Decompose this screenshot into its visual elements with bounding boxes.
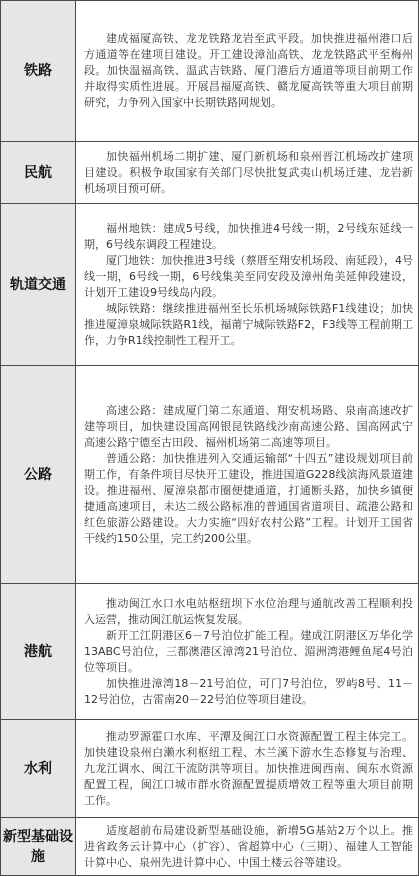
category-label: 铁路 <box>24 63 52 79</box>
category-cell <box>1 720 76 818</box>
category-cell <box>1 818 76 876</box>
description-cell <box>76 366 419 584</box>
row-highway <box>1 366 419 584</box>
category-label: 水利 <box>24 760 52 777</box>
paragraph: 加快福州机场二期扩建、厦门新机场和泉州晋江机场改扩建项目建设。积极争取国家有关部门尽快批复武夷山机场迁建、龙岩新机场项目预可研。 <box>84 149 413 195</box>
description-cell <box>76 818 419 876</box>
description-cell <box>76 584 419 720</box>
description-cell <box>76 142 419 204</box>
category-cell <box>1 1 76 142</box>
row-civil-aviation <box>1 142 419 204</box>
paragraph: 高速公路：建成厦门第二东通道、翔安机场路、泉南高速改扩建等项目，加快建设国高网银昆铁路线沙南高速公路、国高网武宁高速公路宁德至古田段、福州机场第二高速等项目。 <box>84 403 413 449</box>
row-new-infrastructure <box>1 818 419 876</box>
category-cell <box>1 366 76 584</box>
paragraph: 福州地铁：建成5号线，加快推进4号线一期，2号线东延线一期，6号线东调段工程建设。 <box>84 221 413 251</box>
category-cell <box>1 142 76 204</box>
paragraph: 普通公路：加快推进列入交通运输部“十四五”建设规划项目前期工作，有条件项目尽快开工建设，推进国道G228线滨海风景道建设。推进福州、厦漳泉都市圈便捷通道，打通断头路，加快乡镇便捷通高速项目，未达二级公路标准的普通国省道项目、疏港公路和红色旅游公路建设。大力实施“四好农村公路”工程。计划开工国省干线约150公里，完工约200公里。 <box>84 451 413 545</box>
row-rail-transit <box>1 204 419 366</box>
row-water-conservancy <box>1 720 419 818</box>
paragraph: 推动闽江水口水电站枢纽坝下水位治理与通航改善工程顺利投入运营，推动闽江航运恢复发展。 <box>84 596 413 626</box>
paragraph: 推动罗源霍口水库、平潭及闽江口水资源配置工程主体完工。加快建设泉州白濑水利枢纽工程、木兰溪下游水生态修复与治理、九龙江调水、闽江干流防洪等项目。加快推进闽西南、闽东水资源配置工程，闽江口城市群水资源配置提质增效工程等重大项目前期工作。 <box>84 729 413 807</box>
description-cell <box>76 204 419 366</box>
paragraph: 厦门地铁：加快推进3号线（蔡厝至翔安机场段、南延段），4号线一期，6号线一期，6号线集美至同安段及漳州角美延伸段建设，计划开工建设9号线岛内段。 <box>84 253 413 299</box>
paragraph: 新开工江阴港区6－7号泊位扩能工程。建成江阴港区万华化学13ABC号泊位，三都澳港区漳湾21号泊位、湄洲湾港鲤鱼尾4号泊位等项目。 <box>84 628 413 674</box>
paragraph: 城际铁路：继续推进福州至长乐机场城际铁路F1线建设；加快推进厦漳泉城际铁路R1线，福莆宁城际铁路F2，F3线等工程前期工作，力争R1线控制性工程开工。 <box>84 301 413 347</box>
category-label: 民航 <box>24 164 52 181</box>
category-label: 轨道交通 <box>10 276 66 293</box>
paragraph: 加快推进漳湾18－21号泊位，可门7号泊位，罗屿8号、11－12号泊位，古雷南20－22号泊位等项目建设。 <box>84 676 413 706</box>
category-label: 新型基础设施 <box>3 828 73 865</box>
row-ports-shipping <box>1 584 419 720</box>
category-cell <box>1 204 76 366</box>
description-cell <box>76 1 419 142</box>
category-label: 港航 <box>24 643 52 660</box>
paragraph: 适度超前布局建设新型基础设施，新增5G基站2万个以上。推进省政务云计算中心（扩容）、省超算中心（三期）、福建人工智能计算中心、泉州先进计算中心、中国土楼云谷等建设。 <box>84 823 413 869</box>
description-cell <box>76 720 419 818</box>
category-label: 公路 <box>24 466 52 483</box>
row-railway <box>1 1 419 142</box>
paragraph: 建成福厦高铁、龙龙铁路龙岩至武平段。加快推进福州港口后方通道等在建项目建设。开工建设漳汕高铁、龙龙铁路武平至梅州段。加快温福高铁、温武吉铁路、厦门港后方通道等项目前期工作并取得实质性进展。开展昌福厦高铁、赣龙厦高铁等重大项目前期研究，力争列入国家中长期铁路网规划。 <box>84 32 413 109</box>
category-cell <box>1 584 76 720</box>
